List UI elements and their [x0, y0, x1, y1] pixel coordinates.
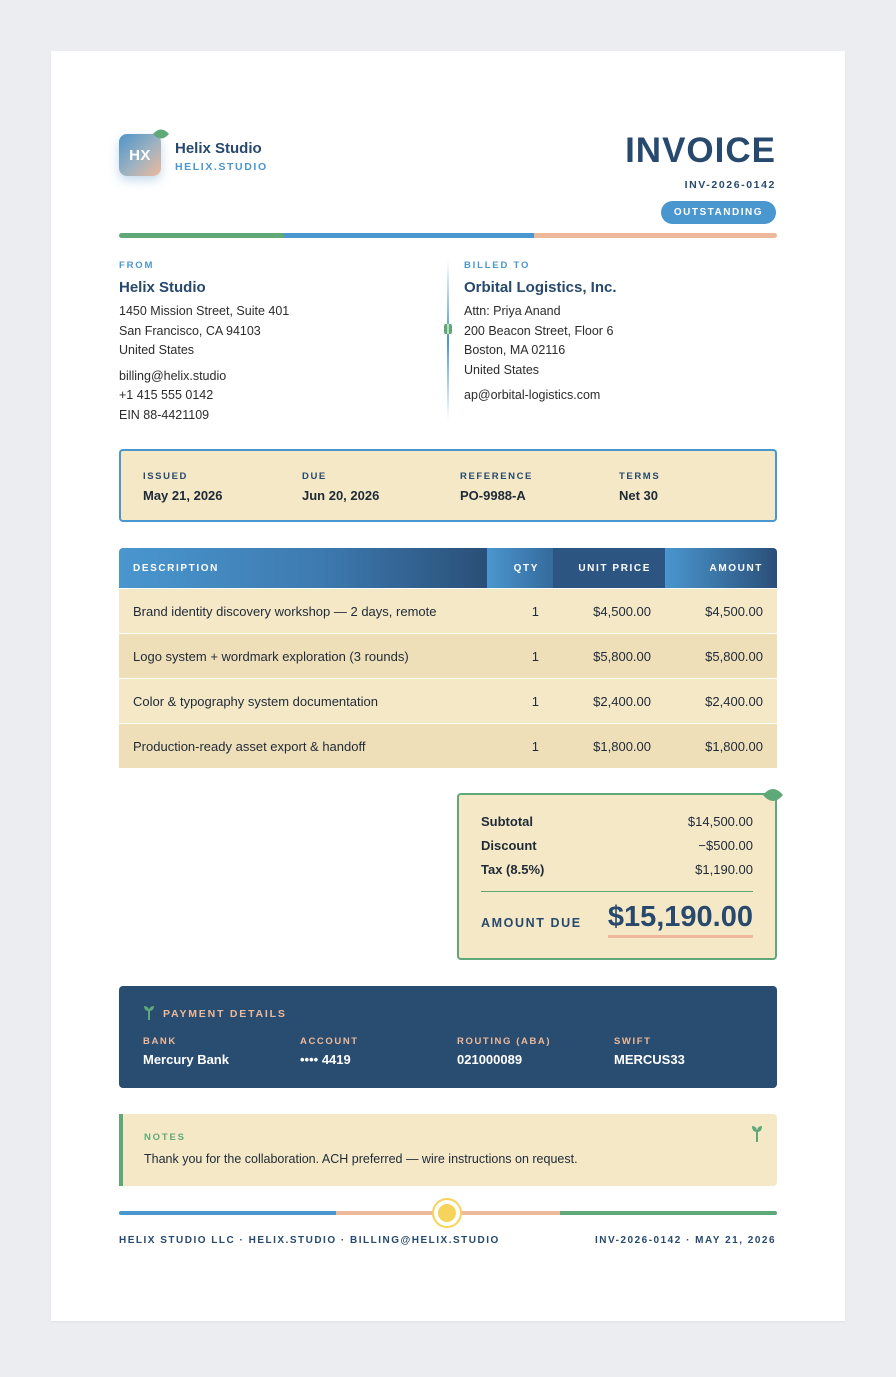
- item-qty: 1: [531, 648, 539, 664]
- invoice-title: INVOICE: [625, 131, 776, 170]
- from-address-line: San Francisco, CA 94103: [119, 323, 261, 338]
- billed-to-label: BILLED TO: [464, 260, 531, 271]
- payment-details: [119, 986, 777, 1088]
- subtotal-label: Subtotal: [481, 814, 533, 829]
- item-description: Logo system + wordmark exploration (3 rounds): [133, 648, 409, 664]
- line-items-table: [119, 548, 777, 768]
- sprout-icon: [143, 1006, 155, 1020]
- payment-bank: [143, 1036, 229, 1067]
- brand-initials: HX: [129, 146, 151, 164]
- column-header-description: DESCRIPTION: [119, 548, 487, 588]
- leaf-icon: [762, 787, 784, 803]
- tax-row: [481, 862, 753, 877]
- tax-value: $1,190.00: [695, 862, 753, 877]
- from-email[interactable]: billing@helix.studio: [119, 368, 227, 383]
- from-phone[interactable]: +1 415 555 0142: [119, 388, 214, 402]
- footer-contact: HELIX STUDIO LLC · HELIX.STUDIO · BILLING@HELIX.STUDIO: [119, 1235, 500, 1246]
- meta-terms: [619, 471, 660, 503]
- subtotal-row: [481, 814, 753, 829]
- item-qty: 1: [531, 738, 539, 754]
- tax-label: Tax (8.5%): [481, 862, 545, 877]
- notes-box: [119, 1114, 777, 1186]
- billed-to-address-line: Attn: Priya Anand: [464, 304, 561, 318]
- sprout-icon: [751, 1126, 763, 1142]
- issued-date: May 21, 2026: [143, 488, 223, 503]
- subtotal-value: $14,500.00: [687, 814, 753, 829]
- brand-name: Helix Studio: [175, 140, 262, 157]
- party-divider: [447, 260, 449, 420]
- sun-icon: [432, 1198, 462, 1228]
- reference-label: REFERENCE: [460, 471, 533, 482]
- item-unit-price: $1,800.00: [593, 738, 651, 754]
- notes-title: NOTES: [144, 1132, 186, 1143]
- column-header-amount: AMOUNT: [665, 548, 777, 588]
- from-label: FROM: [119, 260, 155, 271]
- billed-to-address-line: United States: [464, 362, 540, 377]
- leaf-icon: [152, 128, 170, 140]
- totals-box: [457, 793, 777, 960]
- billed-to-block: [464, 260, 764, 406]
- amount-due-value: $15,190.00: [608, 901, 753, 938]
- discount-value: −$500.00: [698, 838, 753, 853]
- item-amount: $4,500.00: [705, 603, 763, 619]
- item-amount: $2,400.00: [705, 693, 763, 709]
- item-description: Color & typography system documentation: [133, 693, 378, 709]
- account-value: •••• 4419: [300, 1052, 351, 1067]
- from-block: [119, 260, 419, 425]
- item-qty: 1: [531, 603, 539, 619]
- discount-label: Discount: [481, 838, 537, 853]
- table-row: [119, 723, 777, 768]
- invoice-number: INV-2026-0142: [684, 179, 776, 191]
- item-amount: $1,800.00: [705, 738, 763, 754]
- footer-invoice-ref: INV-2026-0142 · MAY 21, 2026: [595, 1235, 776, 1246]
- terms-value: Net 30: [619, 488, 659, 503]
- knot-icon: [443, 323, 453, 335]
- terms-label: TERMS: [619, 471, 661, 482]
- column-header-unit-price: UNIT PRICE: [553, 548, 665, 588]
- meta-issued: [143, 471, 223, 503]
- brand-logo: [119, 134, 161, 176]
- meta-reference: [460, 471, 533, 503]
- meta-due: [302, 471, 379, 503]
- status-badge: OUTSTANDING: [661, 201, 776, 224]
- item-amount: $5,800.00: [705, 648, 763, 664]
- due-label: DUE: [302, 471, 327, 482]
- routing-value: 021000089: [457, 1052, 523, 1067]
- item-description: Brand identity discovery workshop — 2 days, remote: [133, 603, 437, 619]
- billed-to-email[interactable]: ap@orbital-logistics.com: [464, 388, 601, 402]
- swift-label: SWIFT: [614, 1036, 652, 1047]
- discount-row: [481, 838, 753, 853]
- billed-to-address-line: 200 Beacon Street, Floor 6: [464, 323, 614, 338]
- payment-title: PAYMENT DETAILS: [163, 1008, 287, 1020]
- bank-value: Mercury Bank: [143, 1052, 229, 1067]
- from-ein: EIN 88-4421109: [119, 407, 210, 422]
- table-header: [119, 548, 777, 588]
- table-row: [119, 633, 777, 678]
- swift-value: MERCUS33: [614, 1052, 685, 1067]
- routing-label: ROUTING (ABA): [457, 1036, 552, 1047]
- amount-due-label: AMOUNT DUE: [481, 916, 582, 930]
- payment-routing: [457, 1036, 551, 1067]
- totals-separator: [481, 891, 753, 892]
- item-unit-price: $2,400.00: [593, 693, 651, 709]
- from-name: Helix Studio: [119, 279, 206, 296]
- item-unit-price: $4,500.00: [593, 603, 651, 619]
- billed-to-address-line: Boston, MA 02116: [464, 343, 566, 357]
- due-date: Jun 20, 2026: [302, 488, 380, 503]
- brand-domain: HELIX.STUDIO: [175, 161, 268, 173]
- column-header-qty: QTY: [487, 548, 553, 588]
- bank-label: BANK: [143, 1036, 177, 1047]
- from-address-line: United States: [119, 343, 195, 357]
- item-qty: 1: [531, 693, 539, 709]
- issued-label: ISSUED: [143, 471, 188, 482]
- invoice-sheet: [51, 51, 845, 1321]
- account-label: ACCOUNT: [300, 1036, 359, 1047]
- from-address-line: 1450 Mission Street, Suite 401: [119, 304, 290, 318]
- reference-value: PO-9988-A: [460, 488, 526, 503]
- payment-swift: [614, 1036, 685, 1067]
- item-unit-price: $5,800.00: [593, 648, 651, 664]
- item-description: Production-ready asset export & handoff: [133, 738, 366, 754]
- table-row: [119, 588, 777, 633]
- billed-to-name: Orbital Logistics, Inc.: [464, 279, 617, 296]
- header-rule: [119, 233, 777, 238]
- payment-account: [300, 1036, 359, 1067]
- table-row: [119, 678, 777, 723]
- notes-text: Thank you for the collaboration. ACH preferred — wire instructions on request.: [144, 1152, 578, 1166]
- invoice-meta: [119, 449, 777, 522]
- table-body: [119, 588, 777, 768]
